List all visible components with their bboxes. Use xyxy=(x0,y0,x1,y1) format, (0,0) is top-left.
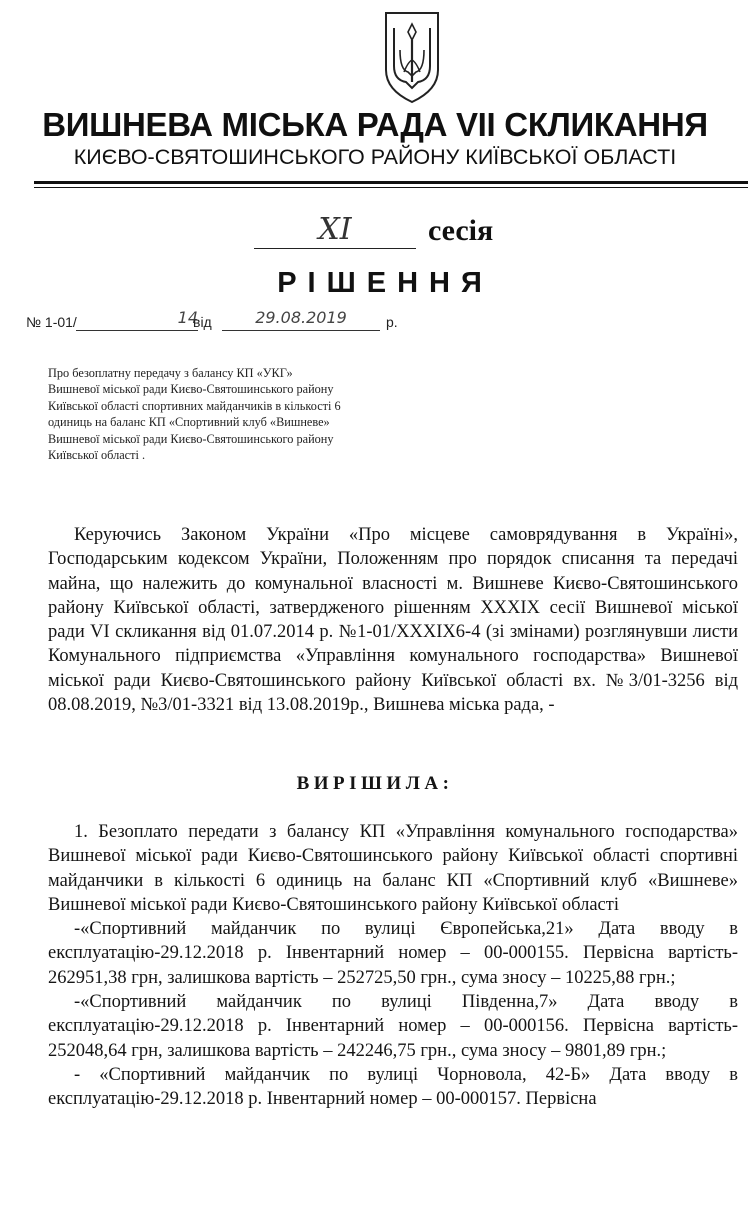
decision-date-label: від xyxy=(193,314,212,330)
council-district: КИЄВО-СВЯТОШИНСЬКОГО РАЙОНУ КИЇВСЬКОЇ ОБЛАСТІ xyxy=(73,145,677,169)
preamble-block xyxy=(48,523,738,717)
ukraine-trident-icon xyxy=(382,10,442,104)
subject-line: одиниць на баланс КП «Спортивний клуб «Вишневе» xyxy=(48,415,330,430)
session-number: XI xyxy=(254,212,416,249)
item-paragraph: - «Спортивний майданчик по вулиці Чорновола, 42-Б» Дата вводу в експлуатацію-29.12.2018 р. Інвентарний номер – 00-000157. Первісна xyxy=(48,1064,738,1110)
resolved-heading: ВИРІШИЛА: xyxy=(296,773,454,794)
subject-line: Київської області спортивних майданчиків в кількості 6 xyxy=(48,398,341,413)
header-rule-thin xyxy=(34,187,748,188)
decision-number-prefix: № 1-01/ xyxy=(26,314,77,330)
council-name: ВИШНЕВА МІСЬКА РАДА VII СКЛИКАННЯ xyxy=(42,106,708,143)
decision-number: 14 xyxy=(76,308,198,331)
decision-date-suffix: р. xyxy=(386,314,398,330)
session-label: сесія xyxy=(428,214,494,247)
item-paragraph: 1. Безоплато передати з балансу КП «Управління комунального господарства» Вишневої міської ради Києво-Святошинського району Київської області спортивні майданчики в кількості 6 одиниць на баланс КП «Спортивний клуб «Вишневе» Вишневої міської ради Києво-Святошинського району Київської області xyxy=(48,822,738,915)
subject-line: Вишневої міської ради Києво-Святошинського району xyxy=(48,382,334,397)
decision-subject xyxy=(48,365,408,463)
preamble-paragraph: Керуючись Законом України «Про місцеве самоврядування в Україні», Господарським кодексом України, Положенням про порядок списання та передачі майна, що належить до комунальної власності м. Вишневе Києво-Святошинського району Київської області, затвердженого рішенням XXXIX сесії Вишневої міської ради VI скликання від 01.07.2014 р. №1-01/XXXIX6-4 (зі змінами) розглянувши листи Комунального підприємства «Управління комунального господарства» Вишневої міської ради Києво-Святошинського району Київської області вх. №3/01-3256 від 08.08.2019, №3/01-3321 від 13.08.2019р., Вишнева міська рада, - xyxy=(48,525,738,716)
item-paragraph: -«Спортивний майданчик по вулиці Південна,7» Дата вводу в експлуатацію-29.12.2018 р. Інвентарний номер – 00-000156. Первісна вартість- 252048,64 грн, залишкова вартість – 242246,75 грн., сума зносу – 9801,89 грн.; xyxy=(48,992,738,1061)
subject-line: Вишневої міської ради Києво-Святошинського району xyxy=(48,431,334,446)
header-rule xyxy=(34,181,748,184)
decision-title: РІШЕННЯ xyxy=(277,267,493,299)
decision-items xyxy=(48,820,738,1112)
decision-date: 29.08.2019 xyxy=(222,308,380,331)
subject-line: Київської області . xyxy=(48,448,146,463)
item-paragraph: -«Спортивний майданчик по вулиці Європейська,21» Дата вводу в експлуатацію-29.12.2018 р. Інвентарний номер – 00-000155. Первісна вартість- 262951,38 грн, залишкова вартість – 252725,50 грн., сума зносу – 10225,88 грн.; xyxy=(48,919,738,988)
subject-line: Про безоплатну передачу з балансу КП «УКГ» xyxy=(48,366,293,380)
